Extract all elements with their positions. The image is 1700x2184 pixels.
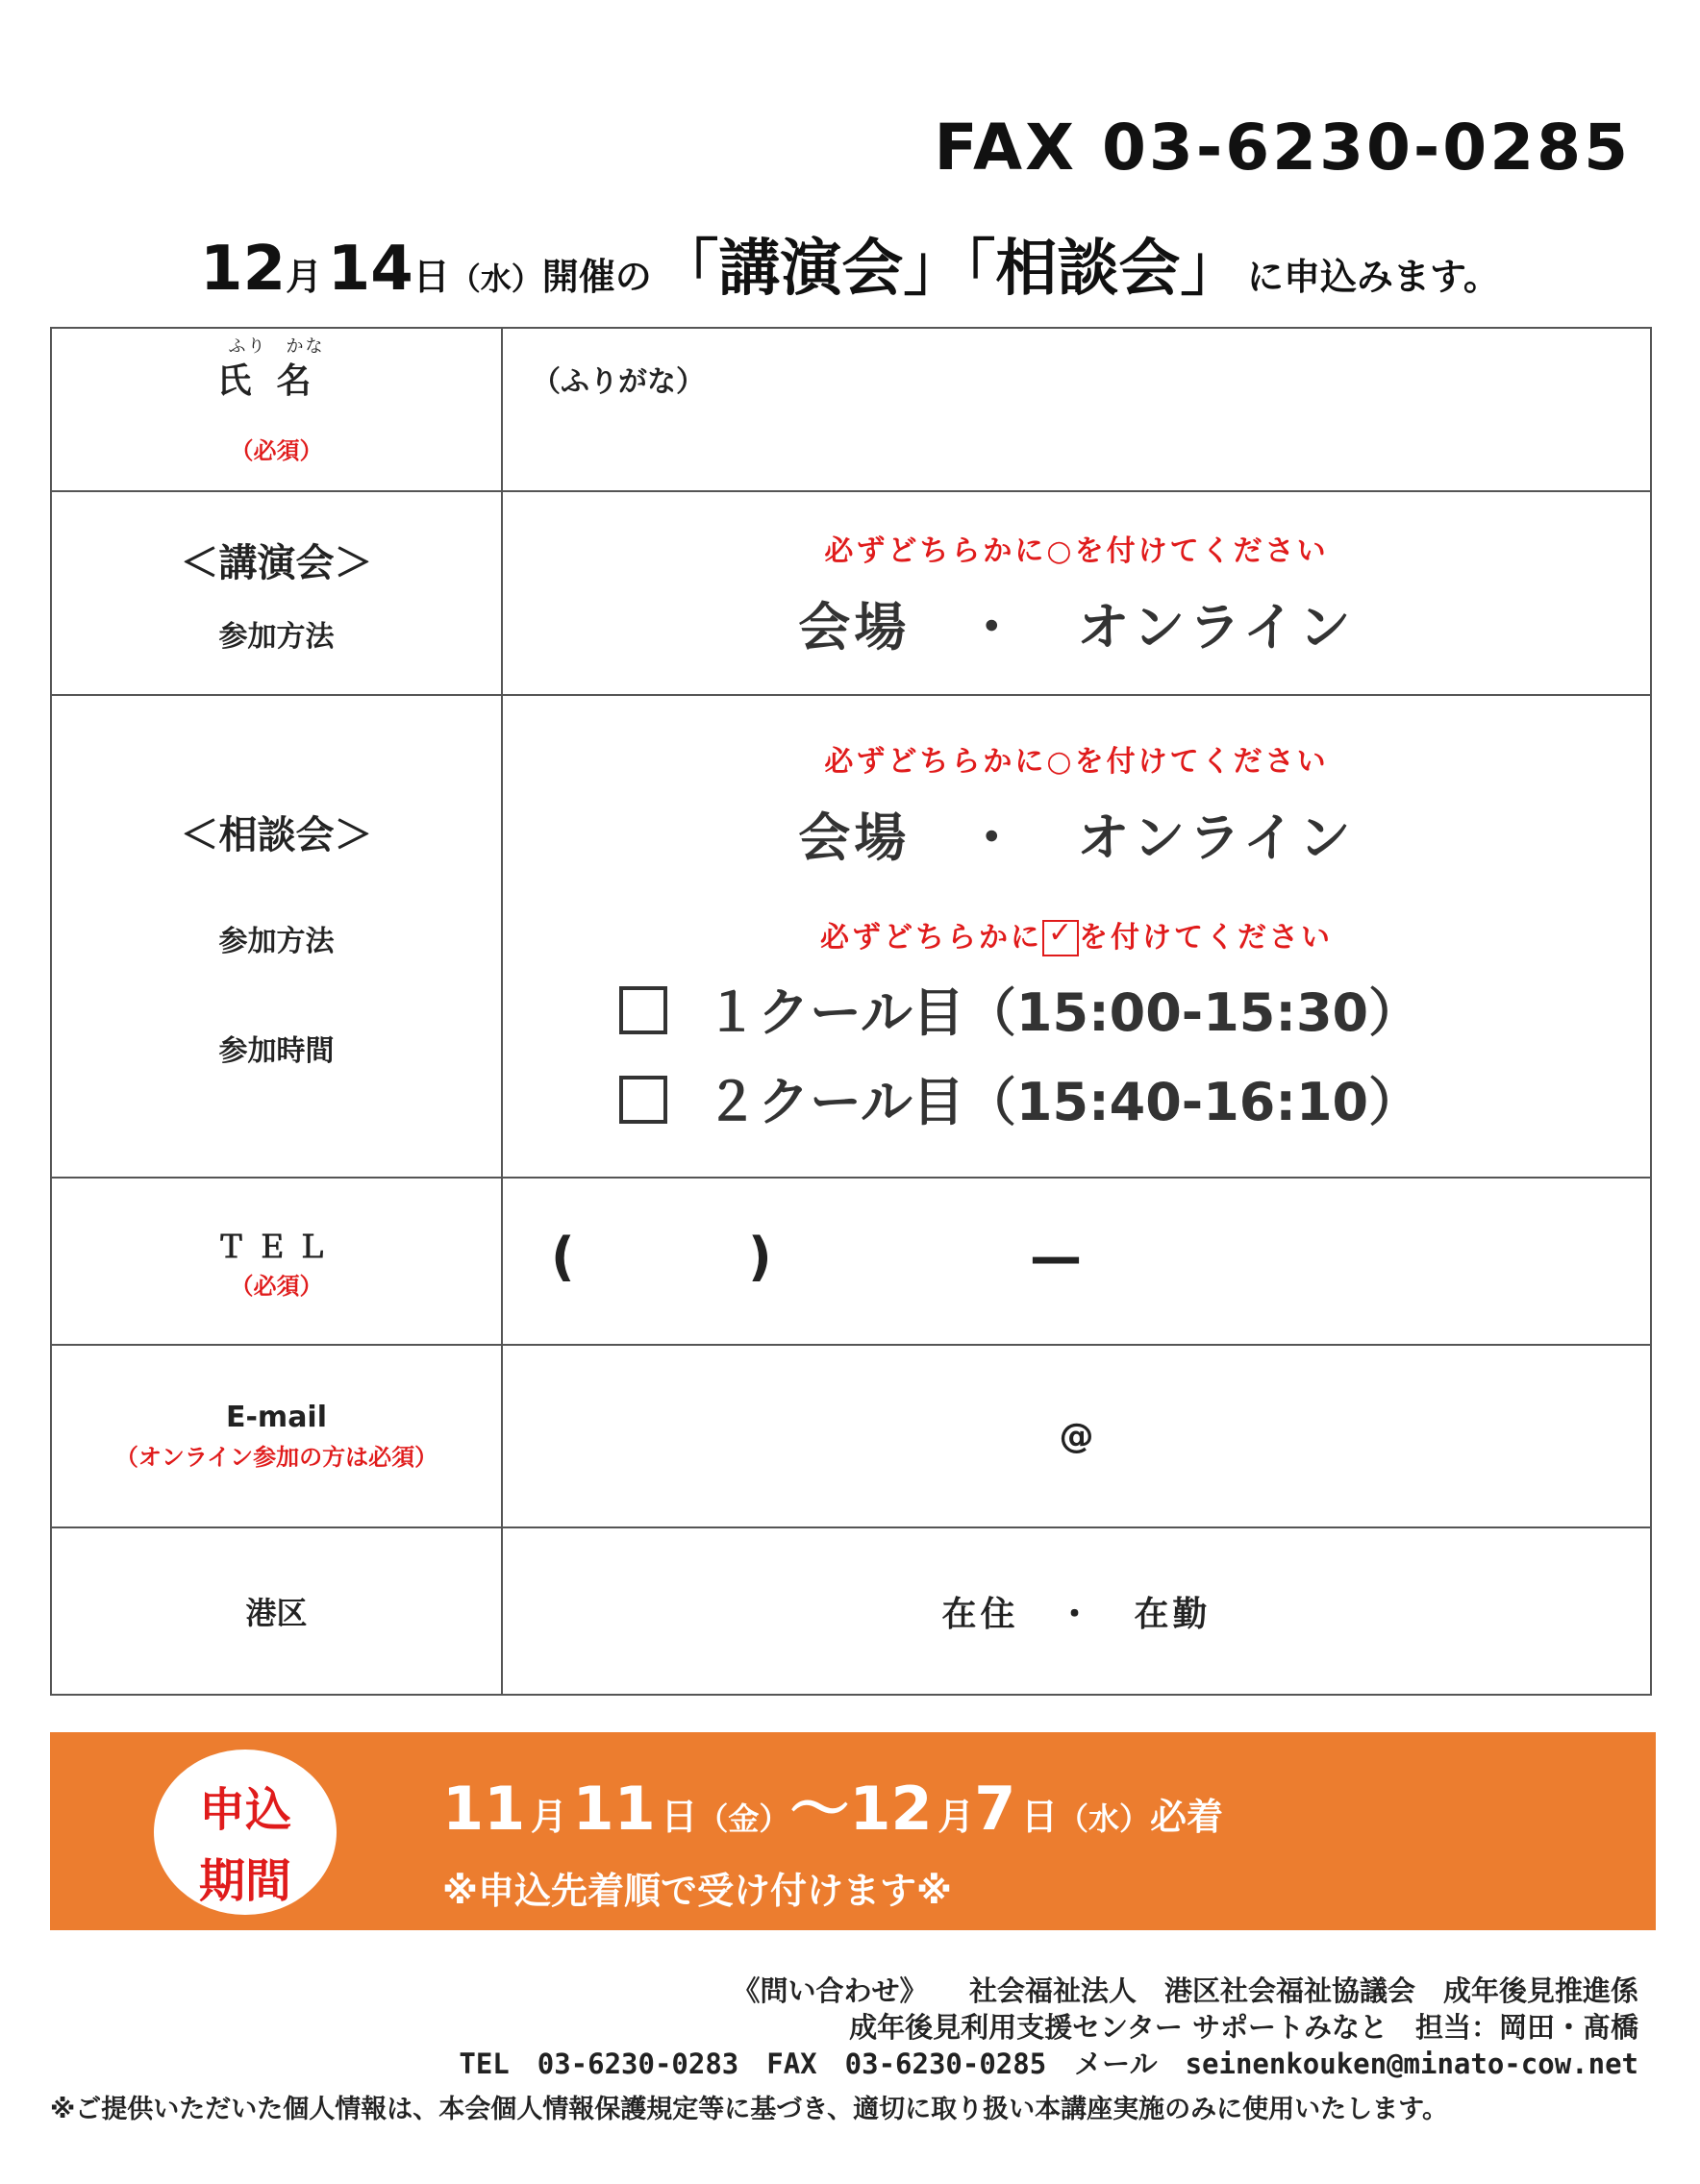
period-badge-line1: 申込 — [198, 1783, 291, 1837]
title-held: 開催の — [541, 256, 652, 298]
consult-label-cell — [51, 695, 502, 1178]
consult-session-instruction — [504, 913, 1649, 957]
session-1-label: １クール目（15:00-15:30） — [706, 982, 1421, 1044]
name-label: 氏名 — [216, 361, 337, 401]
email-required: （オンライン参加の方は必須） — [114, 1444, 438, 1471]
tel-label-cell — [51, 1178, 502, 1345]
period-note: ※申込先着順で受け付けます※ — [442, 1870, 952, 1912]
contact-info — [459, 1973, 1638, 2082]
tel-area-open: ( — [551, 1227, 575, 1287]
title-lecture: 「講演会」 — [657, 234, 965, 305]
lecture-label-cell — [51, 491, 502, 695]
email-input-cell[interactable] — [502, 1345, 1651, 1527]
period-start-month-unit: 月 — [530, 1796, 567, 1838]
consult-row — [51, 695, 1651, 1178]
consult-choice-cell — [502, 695, 1651, 1178]
period-start-weekday: （金） — [697, 1800, 790, 1837]
lecture-method-label: 参加方法 — [218, 619, 335, 654]
name-ruby: ふり かな — [228, 336, 325, 357]
name-required: （必須） — [230, 437, 323, 464]
tel-dash: — — [1030, 1227, 1082, 1287]
tel-label: ＴＥＬ — [215, 1228, 338, 1265]
application-form-table — [50, 327, 1652, 1696]
application-period-banner — [50, 1732, 1656, 1930]
checkbox-icon[interactable] — [619, 986, 667, 1034]
period-end-weekday: （水） — [1057, 1800, 1150, 1837]
contact-line-1: 《問い合わせ》 社会福祉法人 港区社会福祉協議会 成年後見推進係 — [732, 1974, 1638, 2007]
lecture-instruction: 必ずどちらかに○を付けてください — [824, 534, 1329, 568]
title-month: 12 — [200, 234, 287, 305]
fax-number-header: FAX 03-6230-0285 — [934, 111, 1631, 185]
consult-instruction: 必ずどちらかに○を付けてください — [824, 744, 1329, 779]
title-month-unit: 月 — [286, 256, 323, 298]
period-end-day-unit: 日 — [1020, 1796, 1058, 1838]
period-badge-line2: 期間 — [198, 1854, 291, 1908]
period-dates — [442, 1761, 1223, 1847]
period-end-month: 12 — [849, 1774, 933, 1844]
tel-row — [51, 1178, 1651, 1345]
consult-heading: ＜相談会＞ — [180, 812, 373, 857]
tel-area-close: ) — [748, 1227, 772, 1287]
email-label: E-mail — [225, 1401, 327, 1434]
period-start-month: 11 — [442, 1774, 526, 1844]
contact-line-2: 成年後見利用支援センター サポートみなと 担当：岡田・髙橋 — [849, 2011, 1638, 2044]
title-apply: に申込みます。 — [1246, 256, 1500, 298]
title-consult: 「相談会」 — [964, 234, 1242, 305]
name-input-cell[interactable] — [502, 328, 1651, 491]
session-option-2[interactable] — [504, 1061, 1649, 1135]
contact-line-3: TEL 03-6230-0283 FAX 03-6230-0285 メール seinenkouken@minato-cow.net — [459, 2048, 1638, 2080]
page-title — [0, 219, 1700, 308]
consult-session-instruction-b: を付けてください — [1079, 920, 1333, 955]
session-2-label: ２クール目（15:40-16:10） — [706, 1072, 1421, 1133]
period-arrive: 必着 — [1149, 1796, 1223, 1838]
ward-row — [51, 1527, 1651, 1695]
period-start-day: 11 — [572, 1774, 656, 1844]
session-option-1[interactable] — [504, 972, 1649, 1046]
email-at: @ — [1059, 1416, 1094, 1456]
consult-method-label: 参加方法 — [218, 924, 335, 958]
name-label-cell — [51, 328, 502, 491]
email-row — [51, 1345, 1651, 1527]
ward-resident-worker-choice[interactable]: 在住 ・ 在勤 — [502, 1527, 1651, 1695]
checkmark-glyph: ✓ — [1048, 916, 1076, 951]
title-day-unit: 日 — [412, 256, 450, 298]
checkbox-icon[interactable] — [619, 1076, 667, 1124]
privacy-notice: ※ご提供いただいた個人情報は、本会個人情報保護規定等に基づき、適切に取り扱い本講座実施のみに使用いたします。 — [50, 2095, 1449, 2124]
furigana-note: （ふりがな） — [532, 365, 705, 399]
title-day: 14 — [327, 234, 413, 305]
email-label-cell — [51, 1345, 502, 1527]
consult-session-instruction-a: 必ずどちらかに — [820, 920, 1042, 955]
lecture-choice-cell — [502, 491, 1651, 695]
consult-time-label: 参加時間 — [218, 1033, 335, 1068]
period-badge — [154, 1750, 337, 1915]
period-start-day-unit: 日 — [661, 1796, 698, 1838]
name-label-wrap — [216, 336, 337, 403]
period-tilde: ～ — [789, 1774, 850, 1844]
checkmark-icon — [1042, 916, 1079, 956]
consult-venue-online-choice[interactable]: 会場 ・ オンライン — [798, 807, 1355, 868]
ward-label: 港区 — [51, 1527, 502, 1695]
lecture-venue-online-choice[interactable]: 会場 ・ オンライン — [798, 596, 1355, 658]
lecture-row — [51, 491, 1651, 695]
period-end-month-unit: 月 — [938, 1796, 975, 1838]
title-weekday: （水） — [449, 261, 542, 297]
lecture-heading: ＜講演会＞ — [180, 540, 373, 585]
period-end-day: 7 — [974, 1774, 1016, 1844]
tel-input-cell[interactable] — [502, 1178, 1651, 1345]
tel-required: （必須） — [230, 1272, 323, 1300]
name-row — [51, 328, 1651, 491]
